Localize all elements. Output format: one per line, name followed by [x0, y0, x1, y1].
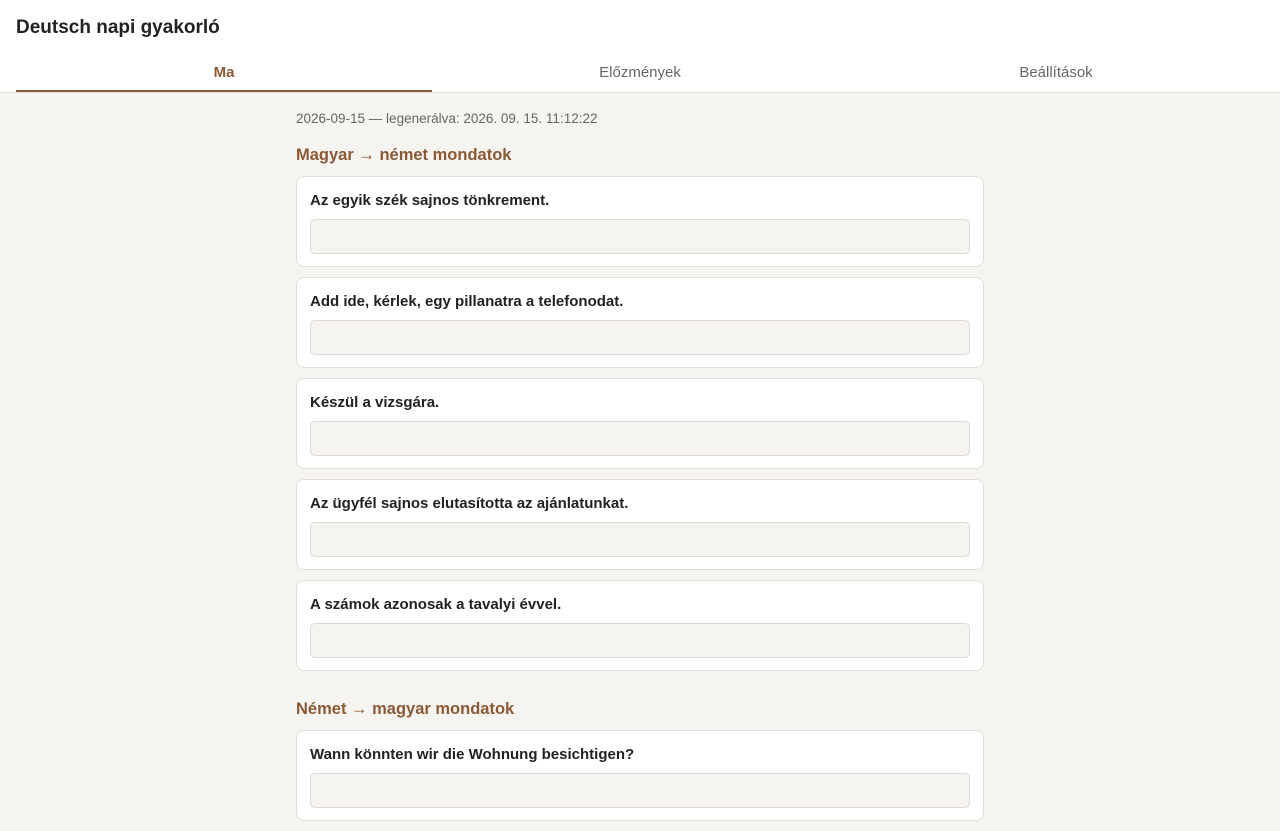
section-title-de-hu: Német → magyar mondatok	[296, 700, 515, 718]
sentence-text: Wann könnten wir die Wohnung besichtigen?	[310, 746, 635, 763]
generated-info: 2026-09-15 — legenerálva: 2026. 09. 15. 11:12:22	[296, 111, 598, 126]
answer-input[interactable]	[310, 320, 970, 355]
sentence-card	[296, 176, 984, 267]
answer-input[interactable]	[310, 623, 970, 658]
sentence-card	[296, 730, 984, 821]
answer-input[interactable]	[310, 522, 970, 557]
tab-today[interactable]: Ma	[16, 52, 432, 92]
sentence-text: Add ide, kérlek, egy pillanatra a telefonodat.	[310, 293, 624, 310]
app-header	[0, 0, 1280, 93]
answer-input[interactable]	[310, 219, 970, 254]
tab-history[interactable]: Előzmények	[599, 64, 681, 81]
section-title-hu-de: Magyar → német mondatok	[296, 146, 512, 164]
tab-settings[interactable]: Beállítások	[1019, 64, 1093, 81]
answer-input[interactable]	[310, 773, 970, 808]
sentence-text: Készül a vizsgára.	[310, 394, 440, 411]
sentence-card	[296, 580, 984, 671]
sentence-card	[296, 479, 984, 570]
tab-bar	[16, 52, 1264, 92]
sentence-card	[296, 277, 984, 368]
sentence-text: A számok azonosak a tavalyi évvel.	[310, 596, 562, 613]
sentence-text: Az egyik szék sajnos tönkrement.	[310, 192, 550, 209]
sentence-card	[296, 378, 984, 469]
sentence-text: Az ügyfél sajnos elutasította az ajánlatunkat.	[310, 495, 629, 512]
answer-input[interactable]	[310, 421, 970, 456]
app-title: Deutsch napi gyakorló	[16, 17, 220, 38]
main-content	[296, 93, 984, 831]
